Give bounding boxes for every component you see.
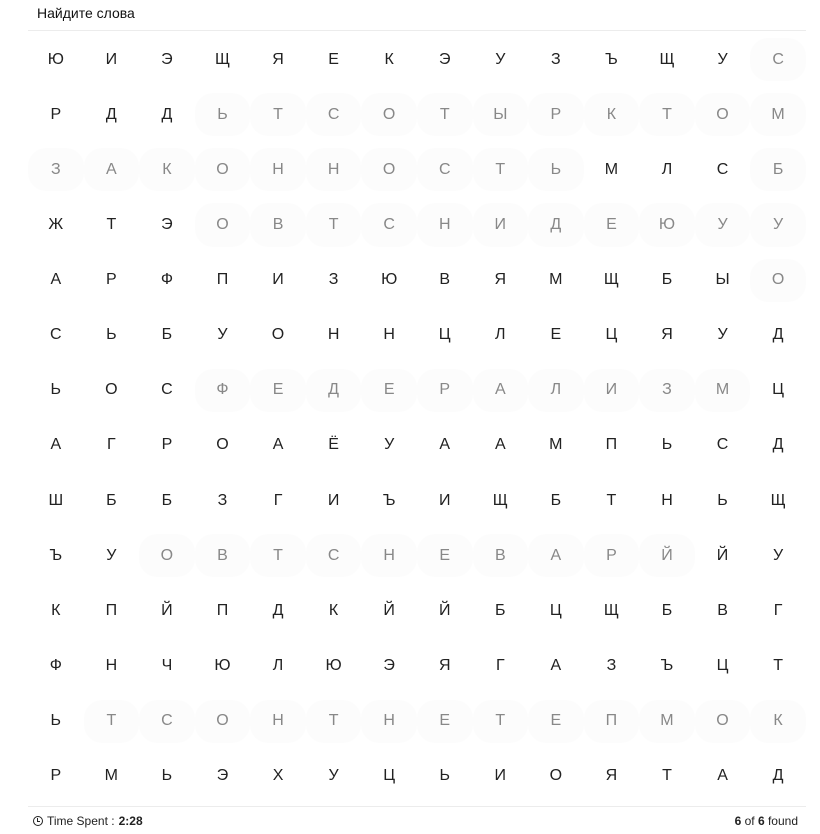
grid-cell[interactable]: Я xyxy=(494,271,507,289)
timer xyxy=(33,814,143,828)
grid-cell[interactable]: П xyxy=(105,601,118,619)
grid-cell[interactable]: Л xyxy=(495,326,506,344)
grid-cell[interactable]: С xyxy=(772,50,784,68)
grid-cell[interactable]: М xyxy=(660,712,674,730)
grid-cell[interactable]: Б xyxy=(772,160,784,178)
grid-cell[interactable]: З xyxy=(662,381,672,399)
grid-cell[interactable]: Р xyxy=(50,767,62,785)
grid-cell[interactable]: Ц xyxy=(716,656,729,674)
grid-cell[interactable]: Т xyxy=(106,712,117,730)
grid-cell[interactable]: Е xyxy=(328,50,339,68)
grid-cell[interactable]: С xyxy=(383,215,395,233)
grid-cell[interactable]: Е xyxy=(439,712,451,730)
grid-cell[interactable]: Ж xyxy=(48,215,64,233)
grid-cell[interactable]: К xyxy=(384,50,394,68)
grid-cell[interactable]: Ъ xyxy=(660,656,674,674)
grid-cell[interactable]: Щ xyxy=(603,601,619,619)
grid-cell[interactable]: Ч xyxy=(161,656,173,674)
found-count: 6 xyxy=(734,814,742,828)
grid-cell[interactable]: Т xyxy=(495,712,506,730)
grid-cell[interactable]: Ы xyxy=(715,271,730,289)
grid-cell[interactable]: О xyxy=(216,215,229,233)
grid-row xyxy=(28,473,806,528)
grid-cell[interactable]: С xyxy=(438,160,451,178)
grid-cell[interactable]: У xyxy=(773,546,784,564)
grid-cell[interactable]: Д xyxy=(328,381,340,399)
grid-cell[interactable]: А xyxy=(272,436,284,454)
grid-cell[interactable]: Э xyxy=(383,656,395,674)
grid-cell[interactable]: Е xyxy=(272,381,284,399)
grid-cell[interactable]: Т xyxy=(328,712,339,730)
grid-cell[interactable]: Б xyxy=(161,491,173,509)
grid-cell[interactable]: Б xyxy=(161,326,173,344)
grid-cell[interactable]: Ь xyxy=(50,381,62,399)
grid-cell[interactable]: Н xyxy=(383,546,395,564)
grid-cell[interactable]: Г xyxy=(495,656,505,674)
grid-cell[interactable]: Ю xyxy=(214,656,231,674)
grid-cell[interactable]: Р xyxy=(50,105,62,123)
grid-row xyxy=(28,583,806,638)
grid-cell[interactable]: Т xyxy=(328,215,339,233)
grid-cell[interactable]: И xyxy=(494,767,507,785)
grid-cell[interactable]: Т xyxy=(773,656,783,674)
grid-cell[interactable]: Я xyxy=(605,767,618,785)
grid-cell[interactable]: А xyxy=(50,436,62,454)
grid-cell[interactable]: Т xyxy=(662,767,672,785)
grid-cell[interactable]: О xyxy=(716,712,729,730)
grid-cell[interactable]: У xyxy=(217,326,228,344)
grid-cell[interactable]: О xyxy=(549,767,563,785)
grid-cell[interactable]: Т xyxy=(439,105,450,123)
grid-cell[interactable]: З xyxy=(328,271,339,289)
grid-cell[interactable]: Н xyxy=(438,215,451,233)
grid-cell[interactable]: Д xyxy=(772,326,784,344)
grid-cell[interactable]: Р xyxy=(550,105,562,123)
grid-cell[interactable]: Б xyxy=(495,601,506,619)
grid-cell[interactable]: Н xyxy=(327,326,340,344)
grid-cell[interactable]: Т xyxy=(495,160,506,178)
grid-cell[interactable]: Ф xyxy=(160,271,173,289)
grid-cell[interactable]: Ь xyxy=(217,105,228,123)
grid-cell[interactable]: М xyxy=(549,436,563,454)
grid-row xyxy=(28,749,806,804)
grid-cell[interactable]: У xyxy=(717,326,728,344)
grid-cell[interactable]: Ю xyxy=(381,271,398,289)
grid-row xyxy=(28,197,806,252)
grid-cell[interactable]: М xyxy=(771,105,785,123)
grid-cell[interactable]: Т xyxy=(273,105,283,123)
grid-cell[interactable]: Э xyxy=(161,215,173,233)
grid-cell[interactable]: К xyxy=(51,601,61,619)
grid-cell[interactable]: У xyxy=(328,767,339,785)
grid-cell[interactable]: Л xyxy=(661,160,673,178)
grid-cell[interactable]: Е xyxy=(550,712,562,730)
grid-cell[interactable]: С xyxy=(327,546,340,564)
grid-cell[interactable]: Е xyxy=(606,215,617,233)
grid-cell[interactable]: М xyxy=(715,381,730,399)
grid-cell[interactable]: Х xyxy=(272,767,284,785)
grid-cell[interactable]: О xyxy=(105,381,118,399)
grid-cell[interactable]: Р xyxy=(606,546,617,564)
grid-cell[interactable]: Е xyxy=(439,546,451,564)
grid-cell[interactable]: О xyxy=(160,546,174,564)
grid-cell[interactable]: Ф xyxy=(216,381,229,399)
grid-cell[interactable]: П xyxy=(216,271,229,289)
grid-cell[interactable]: Ц xyxy=(383,767,396,785)
grid-cell[interactable]: Ы xyxy=(493,105,508,123)
grid-row xyxy=(28,638,806,693)
puzzle-title: Найдите слова xyxy=(37,5,135,21)
grid-cell[interactable]: Ш xyxy=(48,491,64,509)
grid-cell[interactable]: Ъ xyxy=(49,546,63,564)
grid-cell[interactable]: У xyxy=(717,50,728,68)
grid-cell[interactable]: Ё xyxy=(328,436,339,454)
grid-cell[interactable]: К xyxy=(162,160,172,178)
grid-cell[interactable]: Е xyxy=(383,381,395,399)
grid-cell[interactable]: Н xyxy=(661,491,673,509)
grid-cell[interactable]: Щ xyxy=(603,271,619,289)
grid-cell[interactable]: Щ xyxy=(492,491,508,509)
grid-row xyxy=(28,363,806,418)
top-divider xyxy=(28,30,806,31)
grid-cell[interactable]: Щ xyxy=(214,50,230,68)
grid-cell[interactable]: Р xyxy=(106,271,117,289)
grid-cell[interactable]: Й xyxy=(661,546,673,564)
grid-row xyxy=(28,418,806,473)
grid-cell[interactable]: И xyxy=(327,491,340,509)
grid-cell[interactable]: У xyxy=(384,436,395,454)
grid-cell[interactable]: Ц xyxy=(549,601,562,619)
grid-cell[interactable]: Э xyxy=(161,50,173,68)
grid-cell[interactable]: Ь xyxy=(161,767,173,785)
grid-cell[interactable]: А xyxy=(439,436,451,454)
grid-cell[interactable]: Т xyxy=(606,491,617,509)
grid-cell[interactable]: Й xyxy=(161,601,173,619)
grid-cell[interactable]: И xyxy=(272,271,284,289)
grid-cell[interactable]: Й xyxy=(438,601,451,619)
grid-cell[interactable]: А xyxy=(550,656,562,674)
grid-cell[interactable]: А xyxy=(494,381,506,399)
grid-row xyxy=(28,142,806,197)
grid-cell[interactable]: Н xyxy=(272,712,284,730)
grid-cell[interactable]: З xyxy=(50,160,61,178)
grid-cell[interactable]: С xyxy=(161,381,173,399)
grid-cell[interactable]: Ъ xyxy=(382,491,396,509)
total-count: 6 xyxy=(757,814,765,828)
grid-cell[interactable]: Ф xyxy=(49,656,62,674)
grid-cell[interactable]: Й xyxy=(383,601,395,619)
grid-cell[interactable]: Д xyxy=(772,436,784,454)
grid-cell[interactable]: Ю xyxy=(658,215,676,233)
grid-cell[interactable]: Ъ xyxy=(605,50,618,68)
grid-cell[interactable]: А xyxy=(50,271,62,289)
clock-icon xyxy=(33,816,43,826)
grid-cell[interactable]: Э xyxy=(438,50,451,68)
grid-cell[interactable]: Я xyxy=(438,656,451,674)
grid-row xyxy=(28,308,806,363)
grid-cell[interactable]: В xyxy=(494,546,506,564)
grid-cell[interactable]: Ь xyxy=(50,712,62,730)
grid-cell[interactable]: И xyxy=(438,491,451,509)
grid-cell[interactable]: Ц xyxy=(605,326,618,344)
grid-cell[interactable]: О xyxy=(382,160,396,178)
grid-cell[interactable]: В xyxy=(217,546,228,564)
grid-cell[interactable]: Б xyxy=(661,601,673,619)
grid-row xyxy=(28,694,806,749)
grid-cell[interactable]: Л xyxy=(272,656,284,674)
grid-cell[interactable]: Я xyxy=(272,50,284,68)
grid-row xyxy=(28,87,806,142)
timer-label: Time Spent : xyxy=(47,814,115,828)
grid-cell[interactable]: О xyxy=(271,326,285,344)
grid-cell[interactable]: Н xyxy=(105,656,118,674)
grid-cell[interactable]: Д xyxy=(772,767,784,785)
timer-value: 2:28 xyxy=(118,814,143,828)
grid-cell[interactable]: Я xyxy=(661,326,673,344)
grid-cell[interactable]: Н xyxy=(327,160,340,178)
grid-cell[interactable]: А xyxy=(717,767,728,785)
grid-cell[interactable]: Э xyxy=(216,767,229,785)
grid-cell[interactable]: Ь xyxy=(439,767,450,785)
grid-cell[interactable]: О xyxy=(216,712,229,730)
grid-cell[interactable]: З xyxy=(606,656,617,674)
grid-cell[interactable]: Г xyxy=(773,601,783,619)
grid-cell[interactable]: И xyxy=(494,215,507,233)
grid-cell[interactable]: Ю xyxy=(47,50,64,68)
grid-cell[interactable]: Р xyxy=(161,436,173,454)
grid-cell[interactable]: К xyxy=(606,105,617,123)
grid-cell[interactable]: О xyxy=(216,160,229,178)
grid-cell[interactable]: Л xyxy=(550,381,562,399)
grid-cell[interactable]: Ц xyxy=(438,326,451,344)
grid-cell[interactable]: Д xyxy=(550,215,562,233)
grid-cell[interactable]: П xyxy=(605,436,618,454)
grid-cell[interactable]: Н xyxy=(272,160,284,178)
grid-cell[interactable]: Т xyxy=(662,105,672,123)
grid-cell[interactable]: У xyxy=(106,546,117,564)
grid-cell[interactable]: М xyxy=(549,271,563,289)
grid-cell[interactable]: З xyxy=(217,491,228,509)
grid-cell[interactable]: Г xyxy=(107,436,116,454)
grid-cell[interactable]: О xyxy=(771,271,785,289)
grid-row xyxy=(28,32,806,87)
grid-cell[interactable]: Ь xyxy=(661,436,673,454)
grid-cell[interactable]: Т xyxy=(106,215,117,233)
grid-cell[interactable]: А xyxy=(550,546,562,564)
grid-cell[interactable]: Б xyxy=(661,271,673,289)
grid-cell[interactable]: Т xyxy=(273,546,283,564)
grid-cell[interactable]: В xyxy=(717,601,728,619)
grid-cell[interactable]: Ц xyxy=(772,381,785,399)
grid-cell[interactable]: В xyxy=(439,271,451,289)
grid-cell[interactable]: Н xyxy=(383,712,395,730)
grid-cell[interactable]: Щ xyxy=(770,491,786,509)
grid-cell[interactable]: О xyxy=(382,105,396,123)
grid-cell[interactable]: Е xyxy=(550,326,562,344)
grid-cell[interactable]: У xyxy=(773,215,784,233)
grid-cell[interactable]: М xyxy=(604,160,619,178)
grid-cell[interactable]: У xyxy=(495,50,506,68)
grid-cell[interactable]: С xyxy=(50,326,62,344)
grid-cell[interactable]: Ь xyxy=(106,326,117,344)
grid-cell[interactable]: К xyxy=(773,712,783,730)
grid-cell[interactable]: Б xyxy=(106,491,117,509)
grid-cell[interactable]: О xyxy=(716,105,729,123)
grid-cell[interactable]: О xyxy=(216,436,229,454)
grid-cell[interactable]: А xyxy=(106,160,117,178)
grid-cell[interactable]: Щ xyxy=(659,50,675,68)
grid-cell[interactable]: Ю xyxy=(325,656,342,674)
grid-cell[interactable]: Й xyxy=(716,546,729,564)
grid-cell[interactable]: Д xyxy=(105,105,117,123)
grid-cell[interactable]: П xyxy=(216,601,229,619)
grid-cell[interactable]: М xyxy=(104,767,118,785)
grid-cell[interactable]: С xyxy=(161,712,173,730)
grid-cell[interactable]: С xyxy=(327,105,340,123)
grid-cell[interactable]: В xyxy=(272,215,284,233)
grid-cell[interactable]: Б xyxy=(550,491,562,509)
grid-cell[interactable]: Д xyxy=(161,105,173,123)
found-of: of xyxy=(741,814,758,828)
grid-cell[interactable]: И xyxy=(105,50,118,68)
grid-cell[interactable]: С xyxy=(716,436,729,454)
grid-row xyxy=(28,253,806,308)
found-suffix: found xyxy=(764,814,798,828)
grid-cell[interactable]: И xyxy=(605,381,618,399)
grid-cell[interactable]: Р xyxy=(439,381,451,399)
found-counter xyxy=(735,814,798,828)
grid-cell[interactable]: К xyxy=(328,601,339,619)
grid-cell[interactable]: З xyxy=(551,50,561,68)
grid-cell[interactable]: Д xyxy=(272,601,284,619)
grid-cell[interactable]: С xyxy=(716,160,729,178)
grid-cell[interactable]: У xyxy=(717,215,728,233)
grid-cell[interactable]: Г xyxy=(273,491,283,509)
grid-cell[interactable]: П xyxy=(605,712,618,730)
word-search-grid[interactable] xyxy=(28,32,806,804)
grid-cell[interactable]: Н xyxy=(383,326,395,344)
grid-cell[interactable]: А xyxy=(494,436,506,454)
grid-row xyxy=(28,528,806,583)
grid-cell[interactable]: Ь xyxy=(717,491,728,509)
bottom-divider xyxy=(28,806,806,807)
grid-cell[interactable]: Ь xyxy=(550,160,562,178)
